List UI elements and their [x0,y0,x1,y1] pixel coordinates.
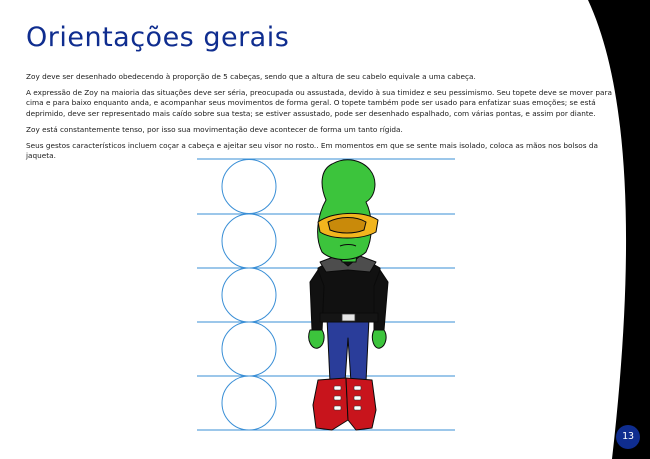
head-circle [222,160,276,214]
jeans [327,318,369,382]
paragraph-gestures: Seus gestos característicos incluem coçar a cabeça e ajeitar seu visor no rosto.. Em momentos em que se sente mais isolado, coloca as mãos nos bolsos da jaqueta. [26,140,598,161]
right-arm [374,270,388,332]
belt-buckle [342,314,355,321]
paragraph-proportion: Zoy deve ser desenhado obedecendo à proporção de 5 cabeças, sendo que a altura de seu cabelo equivale a uma cabeça. [26,72,476,81]
head-circles [222,160,276,431]
head-circle [222,376,276,430]
character-zoy [309,160,388,430]
page-number-badge: 13 [616,425,640,449]
paragraph-expression: A expressão de Zoy na maioria das situações deve ser séria, preocupada ou assustada, devido à sua timidez e seu pessimismo. Seu topete deve se mover para cima e para baixo enquanto anda, e acompanhar seus movimentos de forma geral. O topete também pode ser usado para enfatizar suas emoções; se está deprimido, deve ser representado mais caído sobre sua testa; se estiver assustado, pode ser desenhado espalhado, com várias pontas, e assim por diante. [26,88,612,118]
paragraph-tension: Zoy está constantemente tenso, por isso sua movimentação deve acontecer de forma um tanto rígida. [26,124,403,134]
boots [313,378,376,430]
head-circle [222,214,276,268]
right-hand [372,330,386,348]
head-circle [222,268,276,322]
left-arm [310,270,324,332]
visor-lens [328,218,366,234]
head-circle [222,322,276,376]
page-title: Orientações gerais [26,22,290,53]
left-hand [309,330,324,348]
